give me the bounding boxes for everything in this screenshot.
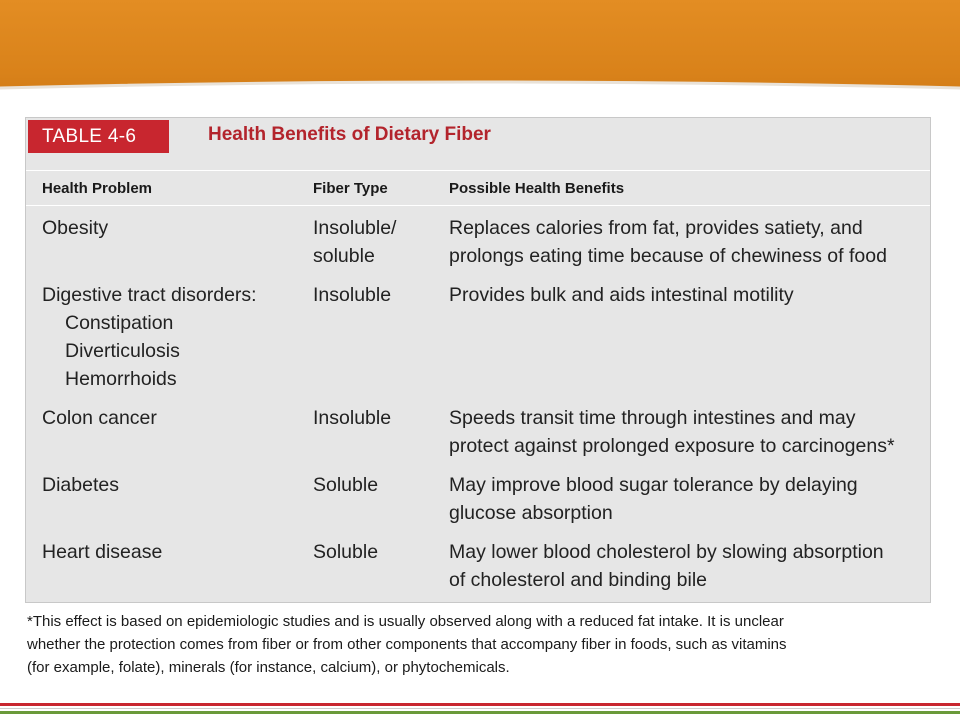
- row-obesity-problem: Obesity: [42, 217, 109, 239]
- row-heart-benefit: May lower blood cholesterol by slowing absorption of cholesterol and binding bile: [449, 541, 884, 591]
- row-diabetes-fiber: Soluble: [313, 474, 379, 496]
- row-colon-fiber: Insoluble: [313, 407, 392, 429]
- row-diabetes-benefit: May improve blood sugar tolerance by delaying glucose absorption: [449, 474, 858, 524]
- row-obesity-fiber: Insoluble/ soluble: [313, 217, 397, 267]
- fiber-table: [25, 117, 931, 603]
- header-fiber-type: Fiber Type: [313, 180, 388, 197]
- footer-stripe-green: [0, 711, 960, 714]
- row-colon-benefit: Speeds transit time through intestines and may protect against prolonged exposure to carcinogens*: [449, 407, 895, 457]
- header-health-problem: Health Problem: [42, 180, 153, 197]
- title-divider: [26, 170, 930, 171]
- row-colon-problem: Colon cancer: [42, 407, 157, 429]
- table-footnote: *This effect is based on epidemiologic studies and is usually observed along with a reduced fat intake. It is unclear whether the protection comes from fiber or from other components that accompany fiber in foods, such as vitamins (for example, folate), minerals (for instance, calcium), or phytochemicals.: [27, 613, 787, 676]
- row-heart-problem: Heart disease: [42, 541, 163, 563]
- footer-stripe-red: [0, 703, 960, 706]
- row-diabetes-problem: Diabetes: [42, 474, 119, 496]
- table-title: Health Benefits of Dietary Fiber: [208, 124, 491, 145]
- header-divider: [26, 205, 930, 206]
- row-digestive-benefit: Provides bulk and aids intestinal motility: [449, 284, 794, 306]
- banner-curve: [0, 80, 960, 120]
- table-tag: TABLE 4-6: [28, 120, 169, 153]
- row-digestive-problem: Digestive tract disorders: Constipation Diverticulosis Hemorrhoids: [42, 284, 257, 390]
- footer-stripe-grey: [0, 708, 960, 709]
- header-health-benefits: Possible Health Benefits: [449, 180, 625, 197]
- row-heart-fiber: Soluble: [313, 541, 379, 563]
- row-obesity-benefit: Replaces calories from fat, provides satiety, and prolongs eating time because of chewiness of food: [449, 217, 887, 267]
- row-digestive-fiber: Insoluble: [313, 284, 392, 306]
